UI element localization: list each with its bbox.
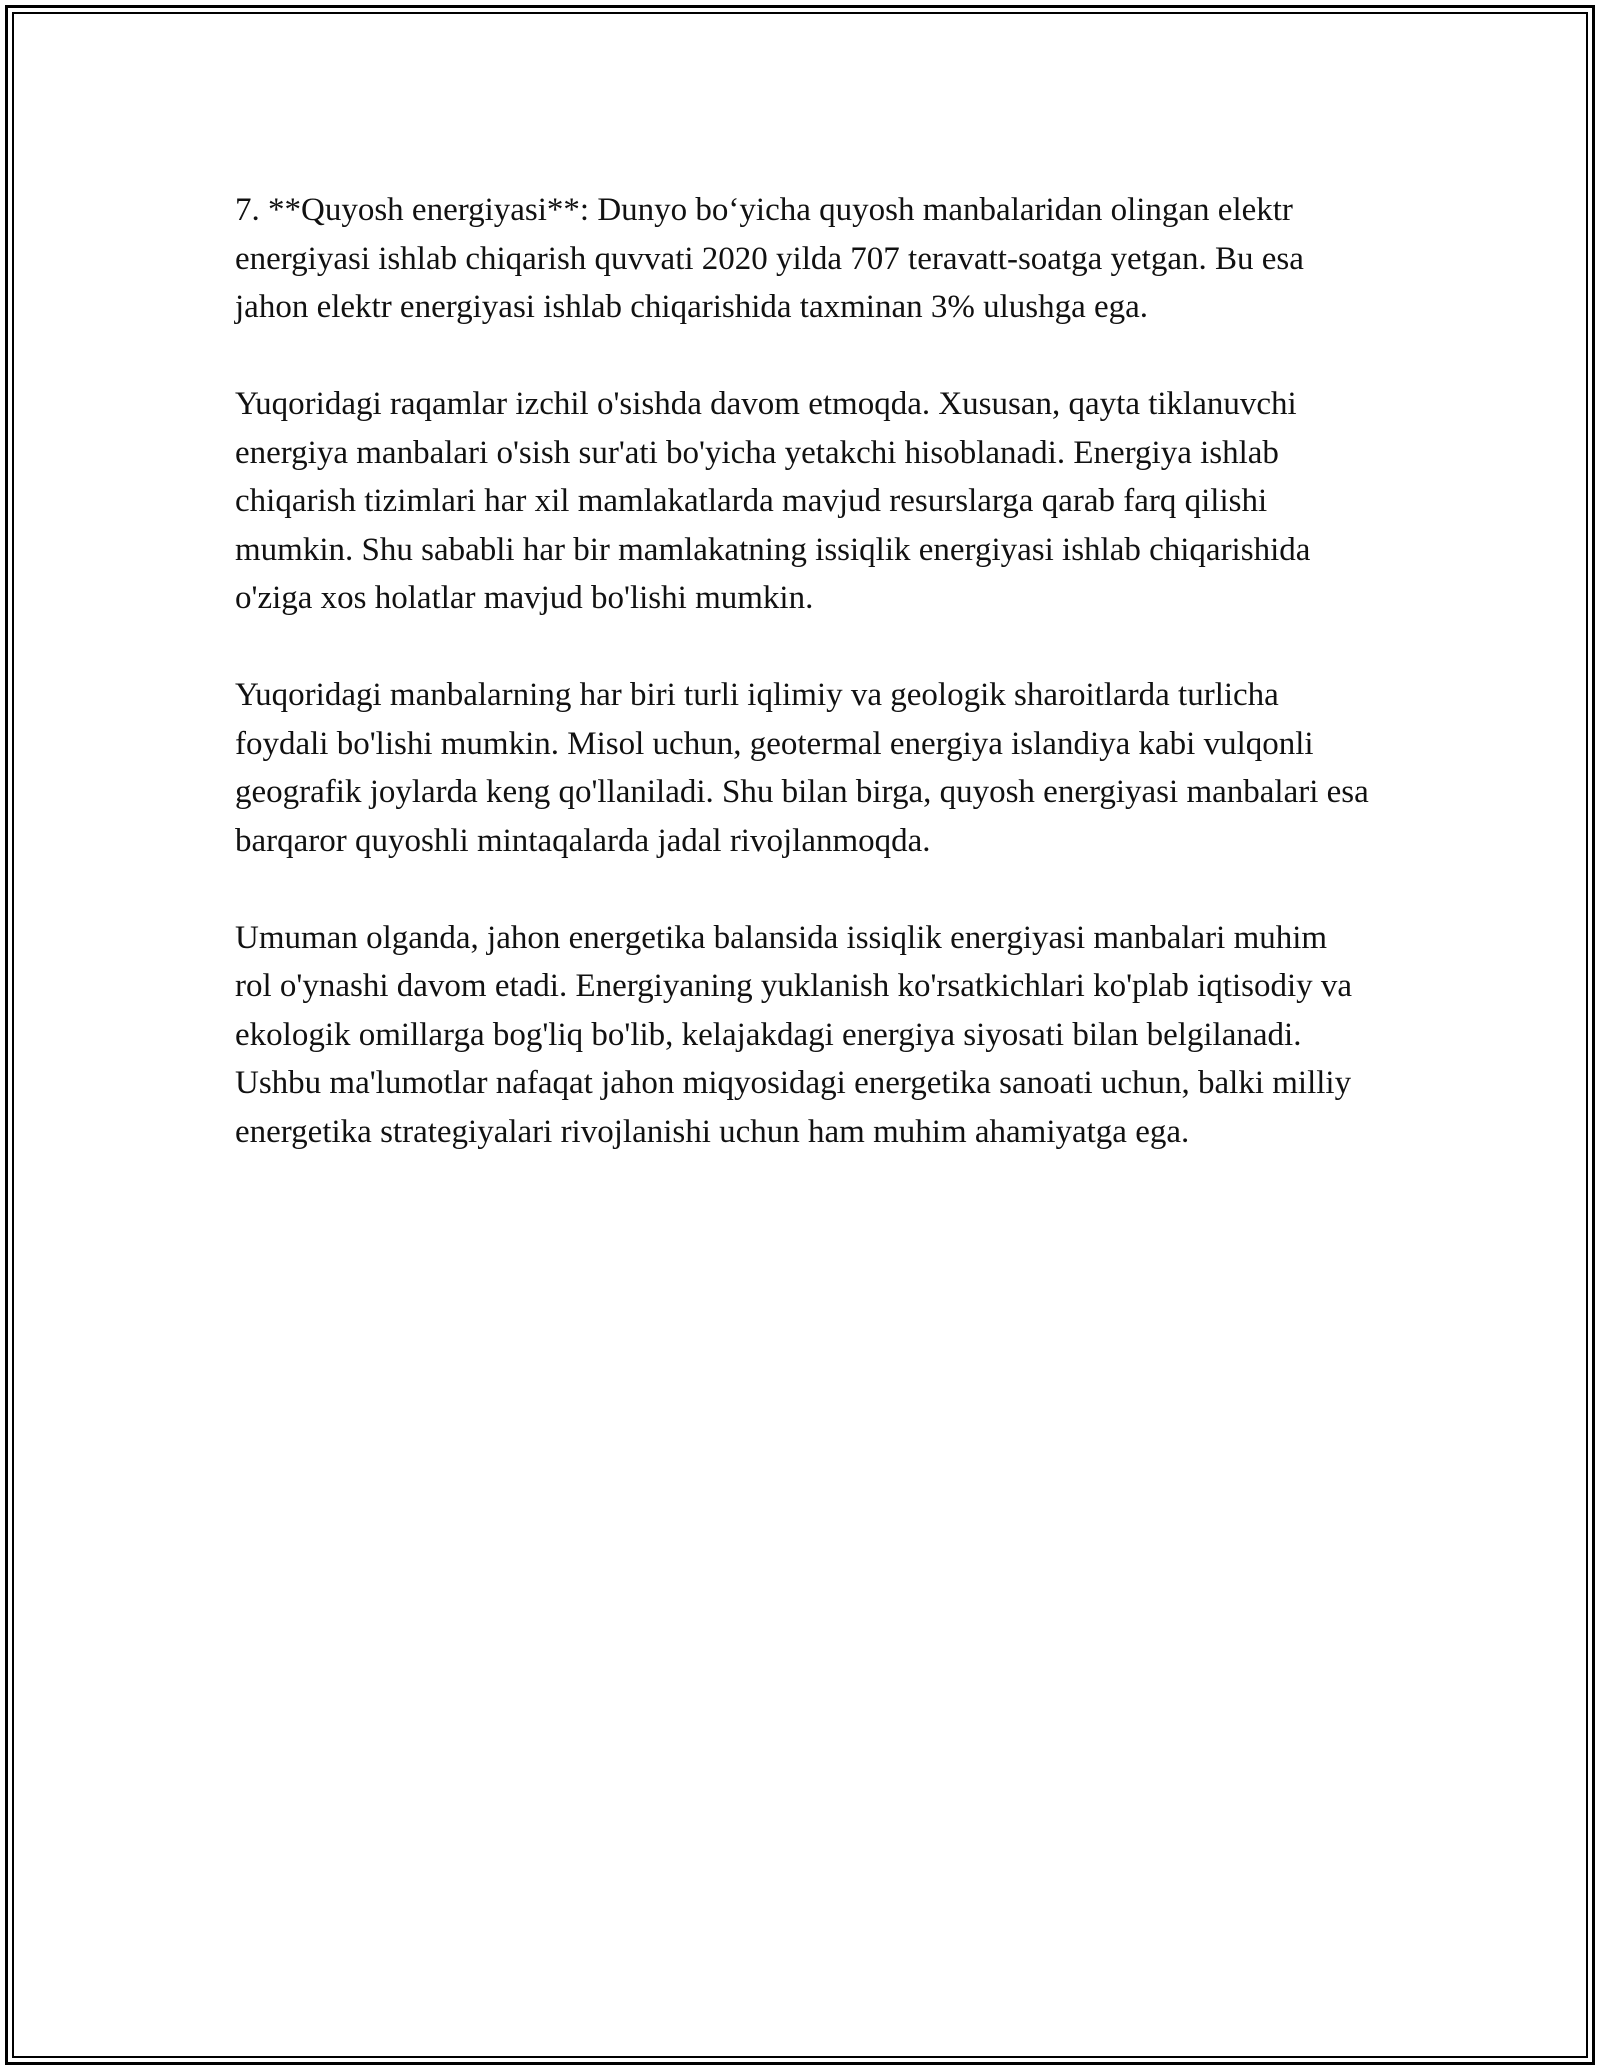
paragraph-regional-conditions: Yuqoridagi manbalarning har biri turli iqlimiy va geologik sharoitlarda turlicha foydali bo'lishi mumkin. Misol uchun, geotermal energiya islandiya kabi vulqonli geografik joylarda keng qo'llaniladi. Shu bilan birga, quyosh energiyasi manbalari esa barqaror quyoshli mintaqalarda jadal rivojlanmoqda. [235,677,1369,859]
document-body [235,186,1370,1205]
paragraph-conclusion: Umuman olganda, jahon energetika balansida issiqlik energiyasi manbalari muhim rol o'ynashi davom etadi. Energiyaning yuklanish ko'rsatkichlari ko'plab iqtisodiy va ekologik omillarga bog'liq bo'lib, kelajakdagi energiya siyosati bilan belgilanadi. Ushbu ma'lumotlar nafaqat jahon miqyosidagi energetika sanoati uchun, balki milliy energetika strategiyalari rivojlanishi uchun ham muhim ahamiyatga ega. [235,919,1353,1150]
paragraph-solar-energy: 7. **Quyosh energiyasi**: Dunyo bo‘yicha quyosh manbalaridan olingan elektr energiyasi ishlab chiqarish quvvati 2020 yilda 707 teravatt-soatga yetgan. Bu esa jahon elektr energiyasi ishlab chiqarishida taxminan 3% ulushga ega. [235,192,1304,325]
paragraph-growth-trends: Yuqoridagi raqamlar izchil o'sishda davom etmoqda. Xususan, qayta tiklanuvchi energiya manbalari o'sish sur'ati bo'yicha yetakchi hisoblanadi. Energiya ishlab chiqarish tizimlari har xil mamlakatlarda mavjud resurslarga qarab farq qilishi mumkin. Shu sababli har bir mamlakatning issiqlik energiyasi ishlab chiqarishida o'ziga xos holatlar mavjud bo'lishi mumkin. [235,386,1311,616]
